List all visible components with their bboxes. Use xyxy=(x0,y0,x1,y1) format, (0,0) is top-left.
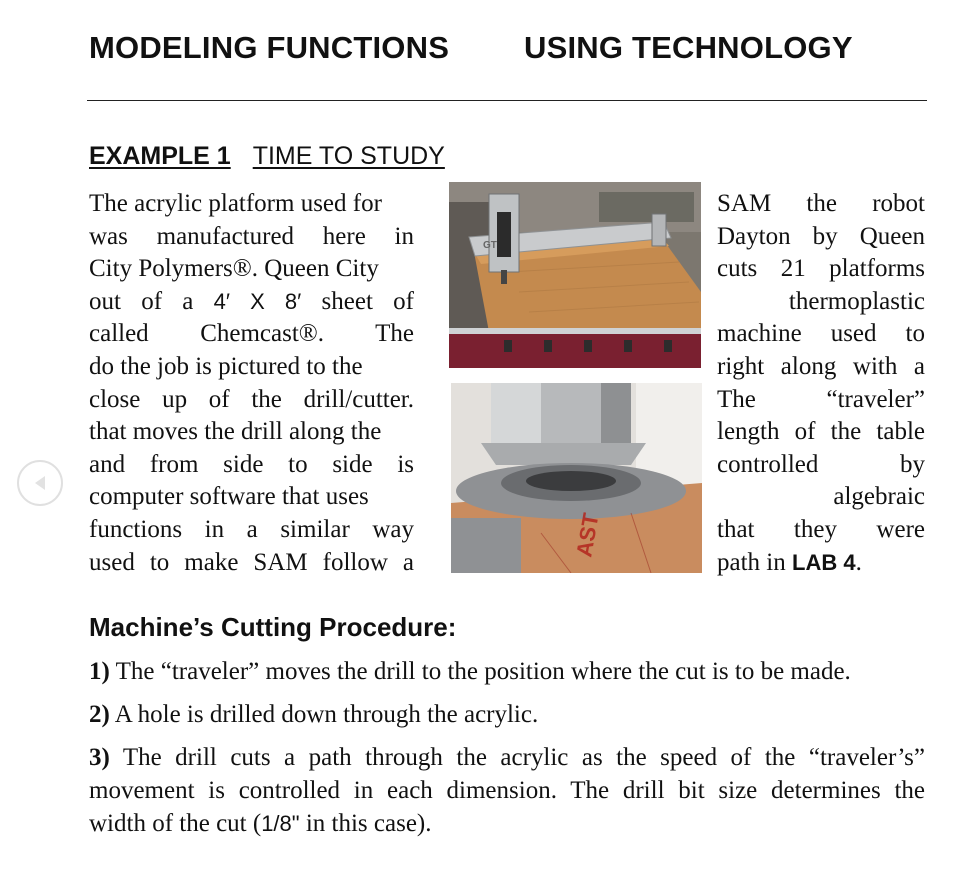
text-line: used to make SAM follow a xyxy=(89,548,414,576)
text-line: length of the table xyxy=(717,418,925,446)
text-line: movement is controlled in each dimension. The drill bit size determines the xyxy=(89,777,925,804)
text-line: The acrylic platform used for xyxy=(89,190,382,217)
text-line: thermoplastic xyxy=(788,287,925,315)
text-line: was manufactured here in xyxy=(89,222,414,250)
right-text-column xyxy=(717,188,925,579)
example-title: TIME TO STUDY xyxy=(252,142,445,170)
text-line: close up of the drill/cutter. xyxy=(89,385,414,413)
cnc-router-photo xyxy=(449,182,701,368)
page-title-right: USING TECHNOLOGY xyxy=(524,30,853,65)
text-line: City Polymers®. Queen City xyxy=(89,255,379,283)
text-line: machine used to xyxy=(717,320,925,348)
procedure-step-3 xyxy=(89,741,925,840)
text-line: right along with a xyxy=(717,352,925,380)
text-line: computer software that uses xyxy=(89,483,369,511)
sheet-size: 4′ X 8′ xyxy=(213,288,302,314)
text-line: that moves the drill along the xyxy=(89,418,382,446)
text-line: Dayton by Queen xyxy=(717,222,925,250)
chevron-left-circle-icon xyxy=(29,472,51,494)
procedure-step-1: 1) The “traveler” moves the drill to the position where the cut is to be made. xyxy=(89,658,851,685)
text-line: that they were xyxy=(717,515,925,543)
text-line: called Chemcast®. The xyxy=(89,320,414,348)
page-title-left: MODELING FUNCTIONS xyxy=(89,30,450,65)
procedure-step-2: 2) A hole is drilled down through the acrylic. xyxy=(89,701,539,728)
drill-cutter-closeup-photo xyxy=(451,383,702,573)
text-line: 3) The drill cuts a path through the acrylic as the speed of the “traveler’s” xyxy=(89,744,925,771)
text-line: path in LAB 4. xyxy=(717,548,862,576)
header-divider xyxy=(87,100,927,101)
example-number: EXAMPLE 1 xyxy=(89,142,231,170)
svg-text:GT: GT xyxy=(483,240,497,251)
text-line: algebraic xyxy=(833,483,925,511)
text-line: functions in a similar way xyxy=(89,515,414,543)
text-line: The “traveler” xyxy=(717,385,925,413)
example-heading xyxy=(89,142,445,171)
procedure-heading: Machine’s Cutting Procedure: xyxy=(89,612,457,642)
text-line: controlled by xyxy=(717,450,925,478)
drill-bit-size: 1/8" xyxy=(261,811,300,836)
text-line: and from side to side is xyxy=(89,450,414,478)
lab-reference: LAB 4 xyxy=(792,549,856,575)
text-line: width of the cut (1/8" in this case). xyxy=(89,810,432,837)
svg-text:AST: AST xyxy=(571,511,604,559)
text-line: SAM the robot xyxy=(717,190,925,217)
text-line: do the job is pictured to the xyxy=(89,352,363,380)
text-line: out of a 4′ X 8′ sheet of xyxy=(89,287,414,315)
left-text-column xyxy=(89,188,414,579)
back-button[interactable] xyxy=(17,460,63,506)
text-line: cuts 21 platforms xyxy=(717,255,925,283)
